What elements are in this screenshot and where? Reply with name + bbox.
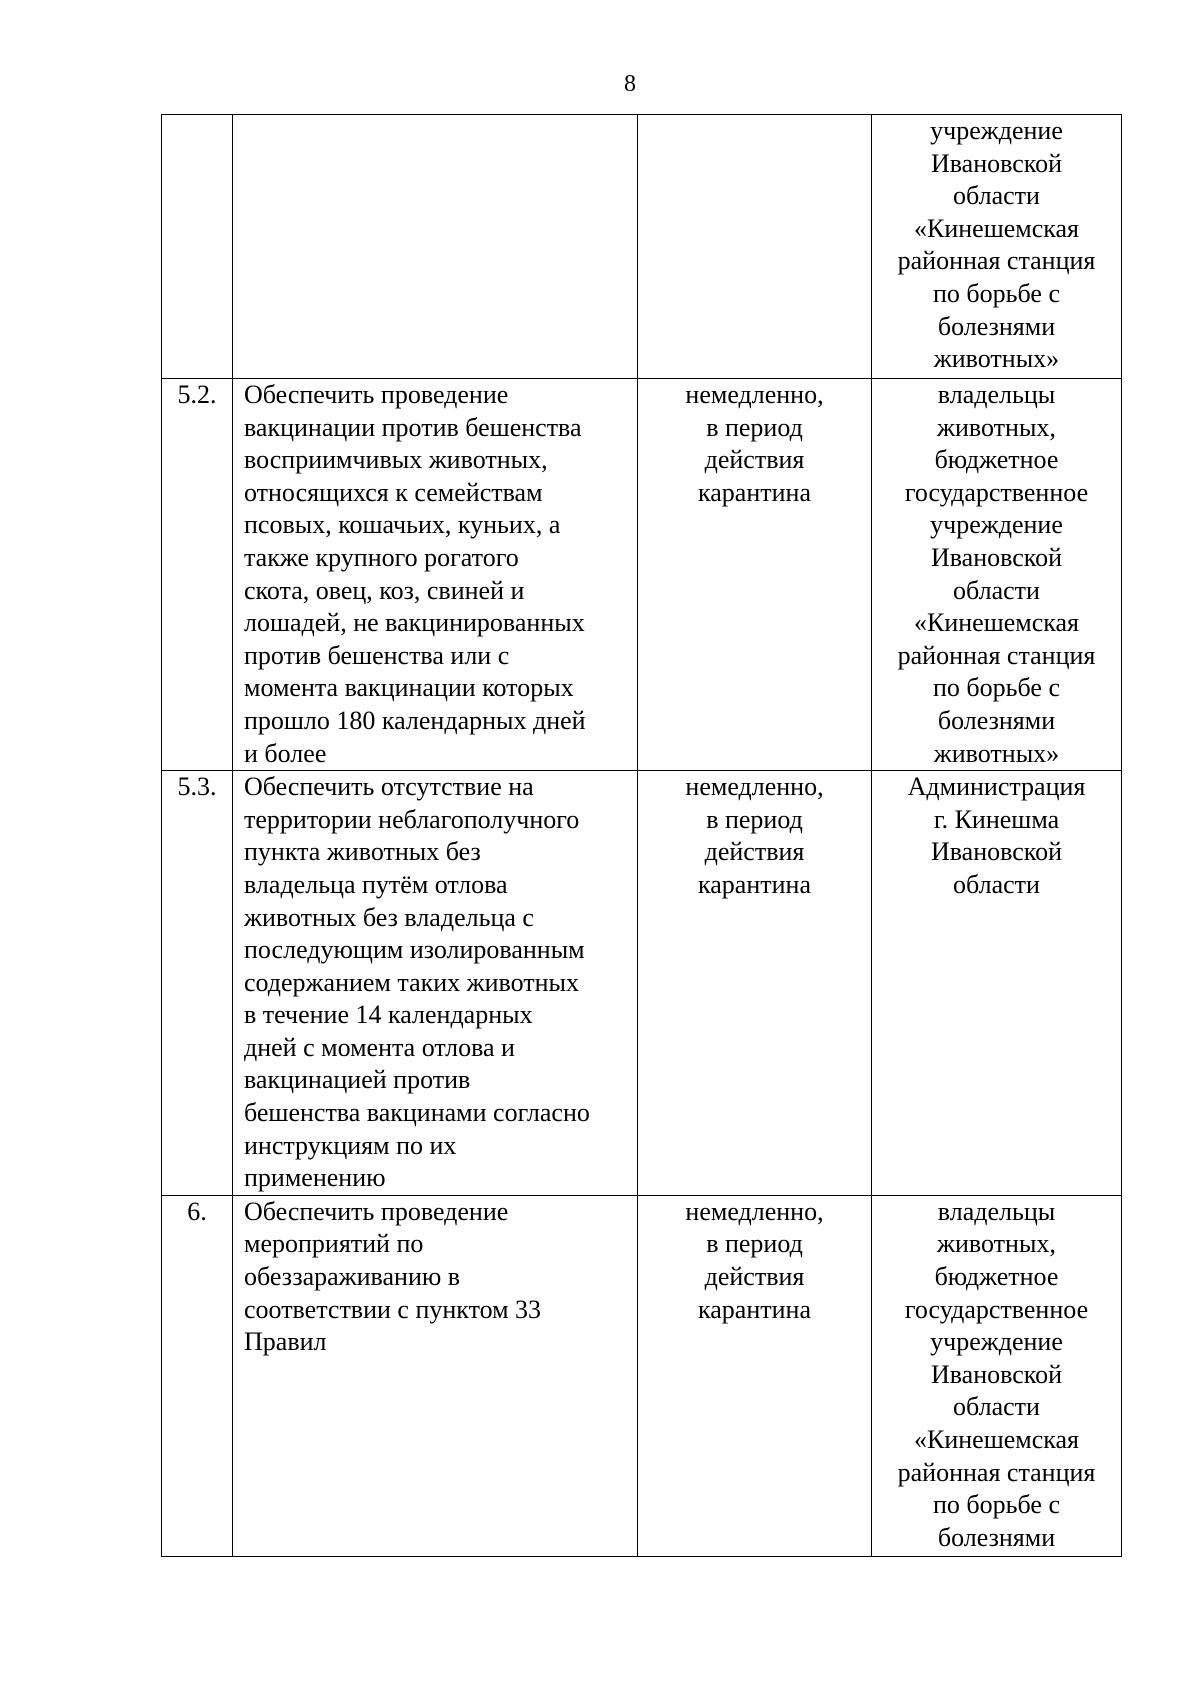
cell-text-line: относящихся к семействам (244, 477, 543, 507)
table-row (162, 771, 1122, 1196)
cell-text-line: области (953, 575, 1040, 605)
cell-text-line: учреждение (930, 510, 1063, 540)
cell-text-line: животных, (937, 1229, 1056, 1259)
responsible-cell (872, 115, 1122, 379)
cell-text-line: действия (704, 445, 805, 475)
action-cell (233, 379, 638, 771)
cell-text-line: карантина (698, 477, 811, 507)
cell-text-line: «Кинешемская (913, 213, 1079, 243)
cell-text-line: действия (704, 837, 805, 867)
cell-text-line: карантина (698, 869, 811, 899)
cell-text-line: дней с момента отлова и (244, 1032, 515, 1062)
cell-text-line: момента вакцинации которых (244, 673, 574, 703)
cell-text-line: учреждение (930, 1327, 1063, 1357)
cell-text-line: и более (244, 738, 327, 768)
cell-text-line: Обеспечить проведение (244, 1196, 509, 1226)
action-cell (233, 1195, 638, 1556)
action-cell (233, 115, 638, 379)
cell-text-line: в период (706, 1229, 803, 1259)
cell-text-line: вакцинации против бешенства (244, 412, 582, 442)
cell-text-line: государственное (904, 477, 1089, 507)
cell-text-line: в период (706, 412, 803, 442)
action-cell (233, 771, 638, 1196)
cell-text-line: «Кинешемская (913, 608, 1079, 638)
cell-text-line: владельцы (937, 380, 1056, 409)
cell-text-line: по борьбе с (933, 673, 1060, 703)
cell-text-line: инструкциям по их (244, 1130, 457, 1160)
cell-text-line: болезнями (937, 311, 1056, 341)
cell-text-line: бюджетное (934, 1262, 1059, 1292)
cell-text-line: учреждение (930, 116, 1063, 145)
cell-text-line: немедленно, (685, 1196, 824, 1226)
cell-text-line: скота, овец, коз, свиней и (244, 575, 525, 605)
item-number: 5.2. (177, 380, 217, 409)
cell-text-line: Правил (244, 1327, 327, 1357)
table-row (162, 1195, 1122, 1556)
cell-text-line: также крупного рогатого (244, 542, 519, 572)
cell-text-line: Ивановской (930, 148, 1063, 178)
cell-text-line: болезнями (937, 1522, 1056, 1552)
cell-text-line: Ивановской (930, 837, 1063, 867)
cell-text-line: Обеспечить проведение (244, 380, 509, 409)
term-cell (638, 379, 872, 771)
cell-text-line: государственное (904, 1294, 1089, 1324)
cell-text-line: бюджетное (934, 445, 1059, 475)
cell-text-line: карантина (698, 1294, 811, 1324)
cell-text-line: последующим изолированным (244, 935, 585, 965)
page-number: 8 (624, 71, 636, 97)
cell-text-line: «Кинешемская (913, 1425, 1079, 1454)
cell-text-line: псовых, кошачьих, куньих, а (244, 510, 561, 540)
cell-text-line: по борьбе с (933, 278, 1060, 308)
cell-text-line: животных без владельца с (244, 902, 534, 932)
cell-text-line: области (953, 869, 1040, 899)
cell-text-line: животных» (933, 738, 1060, 768)
cell-text-line: области (953, 1392, 1040, 1422)
cell-text-line: применению (244, 1163, 386, 1193)
item-number: 5.3. (177, 772, 217, 802)
cell-text-line: мероприятий по (244, 1229, 424, 1259)
cell-text-line: болезнями (937, 705, 1056, 735)
cell-text-line: районная станция (897, 640, 1096, 670)
cell-text-line: Ивановской (930, 542, 1063, 572)
cell-text-line: Ивановской (930, 1359, 1063, 1389)
cell-text-line: Администрация (907, 772, 1086, 802)
term-cell (638, 115, 872, 379)
responsible-cell (872, 379, 1122, 771)
table-body (162, 115, 1122, 1557)
responsible-cell (872, 1195, 1122, 1556)
cell-text-line: владельца путём отлова (244, 869, 508, 899)
table-row (162, 379, 1122, 771)
cell-text-line: действия (704, 1262, 805, 1292)
cell-text-line: против бешенства или с (244, 640, 510, 670)
item-number-cell (162, 771, 233, 1196)
cell-text-line: по борьбе с (933, 1490, 1060, 1520)
cell-text-line: обеззараживанию в (244, 1262, 461, 1292)
cell-text-line: Обеспечить отсутствие на (244, 772, 534, 802)
cell-text-line: вакцинацией против (244, 1065, 471, 1095)
cell-text-line: бешенства вакцинами согласно (244, 1098, 590, 1128)
cell-text-line: пункта животных без (244, 837, 481, 867)
cell-text-line: в течение 14 календарных (244, 1000, 533, 1030)
cell-text-line: г. Кинешма (933, 804, 1060, 834)
cell-text-line: владельцы (937, 1196, 1056, 1226)
table-row (162, 115, 1122, 379)
cell-text-line: животных» (933, 344, 1060, 374)
cell-text-line: содержанием таких животных (244, 967, 580, 997)
cell-text-line: прошло 180 календарных дней (244, 705, 586, 735)
cell-text-line: районная станция (897, 246, 1096, 276)
cell-text-line: немедленно, (685, 772, 824, 802)
cell-text-line: немедленно, (685, 380, 824, 409)
item-number: 6. (187, 1196, 207, 1226)
cell-text-line: восприимчивых животных, (244, 445, 548, 475)
term-cell (638, 1195, 872, 1556)
measures-table (161, 114, 1122, 1557)
cell-text-line: районная станция (897, 1457, 1096, 1487)
cell-text-line: лошадей, не вакцинированных (244, 608, 585, 638)
cell-text-line: животных, (937, 412, 1056, 442)
term-cell (638, 771, 872, 1196)
cell-text-line: территории неблагополучного (244, 804, 580, 834)
cell-text-line: соответствии с пунктом 33 (244, 1294, 542, 1324)
cell-text-line: области (953, 181, 1040, 211)
item-number-cell (162, 115, 233, 379)
cell-text-line: в период (706, 804, 803, 834)
item-number-cell (162, 1195, 233, 1556)
responsible-cell (872, 771, 1122, 1196)
item-number-cell (162, 379, 233, 771)
